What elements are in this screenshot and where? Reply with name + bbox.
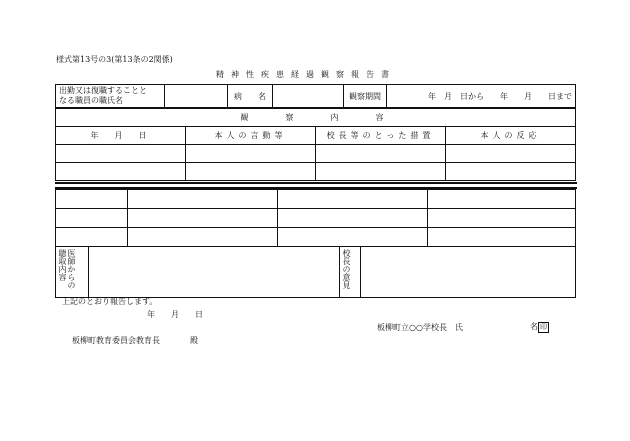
observation-table-bottom — [55, 189, 576, 247]
table-cell[interactable] — [128, 209, 278, 228]
disease-label-cell — [228, 85, 273, 108]
doctor-label: 医師からの聴取内容 — [58, 249, 76, 289]
seal-box: 印 — [540, 323, 547, 331]
table-cell[interactable] — [56, 228, 128, 247]
target-person-label-cell — [56, 85, 165, 108]
header-table — [55, 84, 576, 108]
col-date-header: 年 月 日 — [56, 127, 186, 145]
disease-value-cell[interactable] — [273, 85, 344, 108]
principal-label-cell — [340, 247, 361, 298]
table-cell[interactable] — [446, 145, 576, 163]
observation-header: 観 察 内 容 — [240, 113, 391, 122]
doctor-content-cell[interactable] — [89, 247, 340, 298]
table-cell[interactable] — [56, 163, 186, 181]
observation-header-cell — [56, 109, 576, 127]
form-number: 様式第13号の3(第13条の2関係) — [56, 55, 173, 64]
observation-table-top — [55, 108, 576, 181]
table-cell[interactable] — [186, 145, 316, 163]
principal-content-cell[interactable] — [361, 247, 576, 298]
name-label: 名 — [530, 322, 538, 331]
target-label-line2: なる職員の職氏名 — [59, 96, 123, 105]
table-cell[interactable] — [278, 228, 428, 247]
addressee: 板柳町教育委員会教育長 — [72, 336, 160, 345]
name-label-group — [530, 322, 549, 333]
table-cell[interactable] — [446, 163, 576, 181]
col-words-header: 本人の言動等 — [186, 127, 316, 145]
period-label: 観察期間 — [349, 91, 381, 101]
table-cell[interactable] — [186, 163, 316, 181]
target-person-value-cell[interactable] — [165, 85, 228, 108]
table-cell[interactable] — [278, 209, 428, 228]
opinion-table — [55, 246, 576, 298]
table-cell[interactable] — [278, 190, 428, 209]
table-cell[interactable] — [428, 190, 576, 209]
document-title: 精神性疾患経過観察報告書 — [216, 70, 396, 79]
table-cell[interactable] — [428, 228, 576, 247]
table-cell[interactable] — [316, 145, 446, 163]
table-cell[interactable] — [428, 209, 576, 228]
break-line-upper — [55, 182, 577, 184]
period-label-cell — [344, 85, 387, 108]
target-label-line1: 出勤又は復職することと — [59, 86, 147, 95]
col-reaction-header: 本人の反応 — [446, 127, 576, 145]
disease-label: 病 名 — [234, 91, 266, 101]
col-measures-header: 校長等のとった措置 — [316, 127, 446, 145]
doctor-label-cell — [56, 247, 89, 298]
table-cell[interactable] — [128, 228, 278, 247]
honorific: 殿 — [190, 336, 198, 345]
period-value-cell[interactable] — [387, 85, 576, 108]
table-cell[interactable] — [316, 163, 446, 181]
table-cell[interactable] — [56, 190, 128, 209]
principal-label: 校長の意見 — [342, 249, 351, 289]
table-cell[interactable] — [56, 145, 186, 163]
closing-text: 上記のとおり報告します。 — [62, 297, 158, 306]
period-value: 年 月 日から 年 月 日まで — [428, 91, 572, 101]
date-line: 年 月 日 — [147, 310, 203, 319]
table-cell[interactable] — [128, 190, 278, 209]
school-principal-label: 板柳町立○○学校長 氏 — [377, 323, 463, 332]
table-cell[interactable] — [56, 209, 128, 228]
